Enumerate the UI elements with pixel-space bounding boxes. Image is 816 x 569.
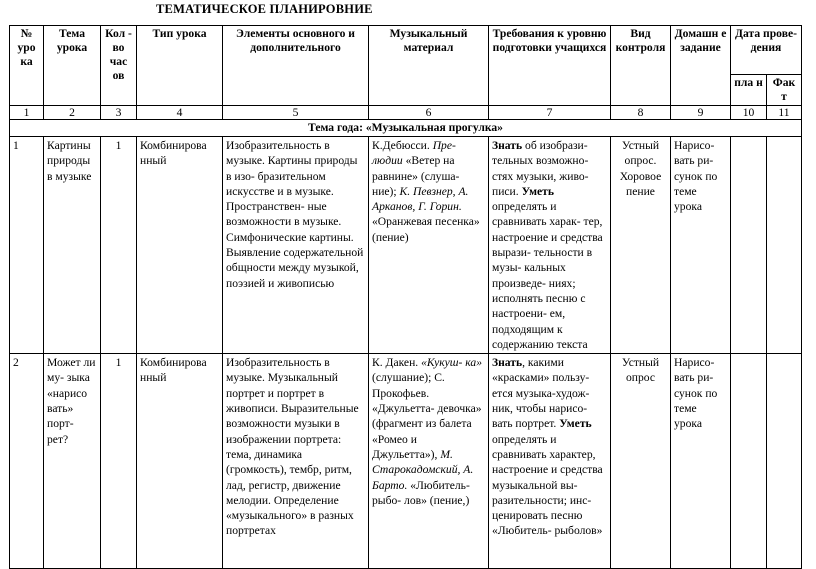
col-number: 6	[369, 106, 489, 120]
col-number: 11	[767, 106, 802, 120]
lesson-num: 1	[10, 137, 44, 354]
col-number: 2	[44, 106, 101, 120]
req-can-label: Уметь	[521, 184, 555, 198]
header-date: Дата прове- дения	[731, 26, 802, 75]
header-fact: Фак т	[767, 75, 802, 106]
material-text: К. Дакен.	[372, 356, 422, 370]
col-number: 7	[489, 106, 611, 120]
lesson-plan-date	[731, 137, 767, 354]
planning-table	[9, 25, 802, 569]
req-text: определять и сравнивать характер, настроение и средства музыкальной вы- разительности; инс- ценировать песню «Любитель- рыболов»	[492, 432, 603, 538]
header-hours: Кол - во час ов	[101, 26, 137, 106]
lesson-plan-date	[731, 354, 767, 569]
lesson-hours: 1	[101, 354, 137, 569]
lesson-fact-date	[767, 354, 802, 569]
lesson-num: 2	[10, 354, 44, 569]
header-elements: Элементы основного и дополнительного	[223, 26, 369, 106]
lesson-elements: Изобразительность в музыке. Музыкальный портрет и портрет в живописи. Выразительные возможности музыки в изображении портрета: тема, динамика (громкость), тембр, ритм, лад, регистр, движение мелодии. Определение «музыкального» в разных портретах	[223, 354, 369, 569]
column-numbers-row	[10, 106, 802, 120]
lesson-control: Устный опрос. Хоровое пение	[611, 137, 671, 354]
header-plan: пла н	[731, 75, 767, 106]
lesson-topic: Картины природы в музыке	[44, 137, 101, 354]
material-text: М. Старокадомский, А. Барто.	[372, 447, 474, 492]
col-number: 8	[611, 106, 671, 120]
col-number: 5	[223, 106, 369, 120]
lesson-fact-date	[767, 137, 802, 354]
material-text: «Кукуш- ка»	[421, 356, 483, 370]
theme-row	[10, 120, 802, 137]
table-row	[10, 354, 802, 569]
header-material: Музыкальный материал	[369, 26, 489, 106]
material-text: К.Дебюсси.	[372, 139, 433, 152]
lesson-type: Комбинирова нный	[137, 137, 223, 354]
lesson-requirements	[489, 354, 611, 569]
lesson-requirements	[489, 137, 611, 354]
lesson-material	[369, 354, 489, 569]
col-number: 10	[731, 106, 767, 120]
theme-of-year: Тема года: «Музыкальная прогулка»	[10, 120, 802, 137]
lesson-elements: Изобразительность в музыке. Картины природы в изо- бразительном искусстве и в музыке. Пространствен- ные возможности в музыке. Симфонические картины. Выявление содержательной общности между музыкой, поэзией и живописью	[223, 137, 369, 354]
lesson-hours: 1	[101, 137, 137, 354]
lesson-material	[369, 137, 489, 354]
lesson-topic: Может ли му- зыка «нарисо вать» порт- рет?	[44, 354, 101, 569]
req-text: , какими «красками» пользу- ется музыка-худож- ник, чтобы нарисо- вать портрет.	[492, 356, 590, 431]
req-know-label: Знать	[492, 356, 523, 370]
page-title: ТЕМАТИЧЕСКОЕ ПЛАНИРОВНИЕ	[156, 2, 373, 16]
material-text: (слушание); С. Прокофьев. «Джульетта- девочка» (фрагмент из балета «Ромео и Джульетта»),	[372, 371, 482, 461]
header-num: № уро ка	[10, 26, 44, 106]
col-number: 3	[101, 106, 137, 120]
material-text: «Ветер на равнине» (слуша- ние);	[372, 154, 460, 198]
header-control: Вид контроля	[611, 26, 671, 106]
material-text: «Любитель-рыбо- лов» (пение,)	[372, 478, 470, 507]
material-text: «Оранжевая песенка» (пение)	[372, 215, 480, 244]
col-number: 9	[671, 106, 731, 120]
header-requirements: Требования к уровню подготовки учащихся	[489, 26, 611, 106]
header-topic: Тема урока	[44, 26, 101, 106]
col-number: 1	[10, 106, 44, 120]
material-text: Пре- людии	[372, 139, 456, 168]
table-row	[10, 137, 802, 354]
lesson-homework: Нарисо- вать ри- сунок по теме урока	[671, 354, 731, 569]
req-know-label: Знать	[492, 139, 523, 152]
material-text: К. Певзнер, А. Арканов, Г. Горин.	[372, 184, 469, 214]
req-can-label: Уметь	[559, 417, 592, 431]
lesson-control: Устный опрос	[611, 354, 671, 569]
lesson-type: Комбинирова нный	[137, 354, 223, 569]
header-homework: Домашн е задание	[671, 26, 731, 106]
lesson-homework: Нарисо- вать ри- сунок по теме урока	[671, 137, 731, 354]
col-number: 4	[137, 106, 223, 120]
header-row	[10, 26, 802, 75]
req-text: определять и сравнивать харак- тер, настроение и средства вырази- тельности в музы- кальных произведе- ниях; исполнять песню с настроени- ем, подходящим к содержанию текста	[492, 200, 603, 351]
req-text: об изобрази- тельных возможно- стях музыки, живо- писи.	[492, 139, 589, 198]
header-type: Тип урока	[137, 26, 223, 106]
